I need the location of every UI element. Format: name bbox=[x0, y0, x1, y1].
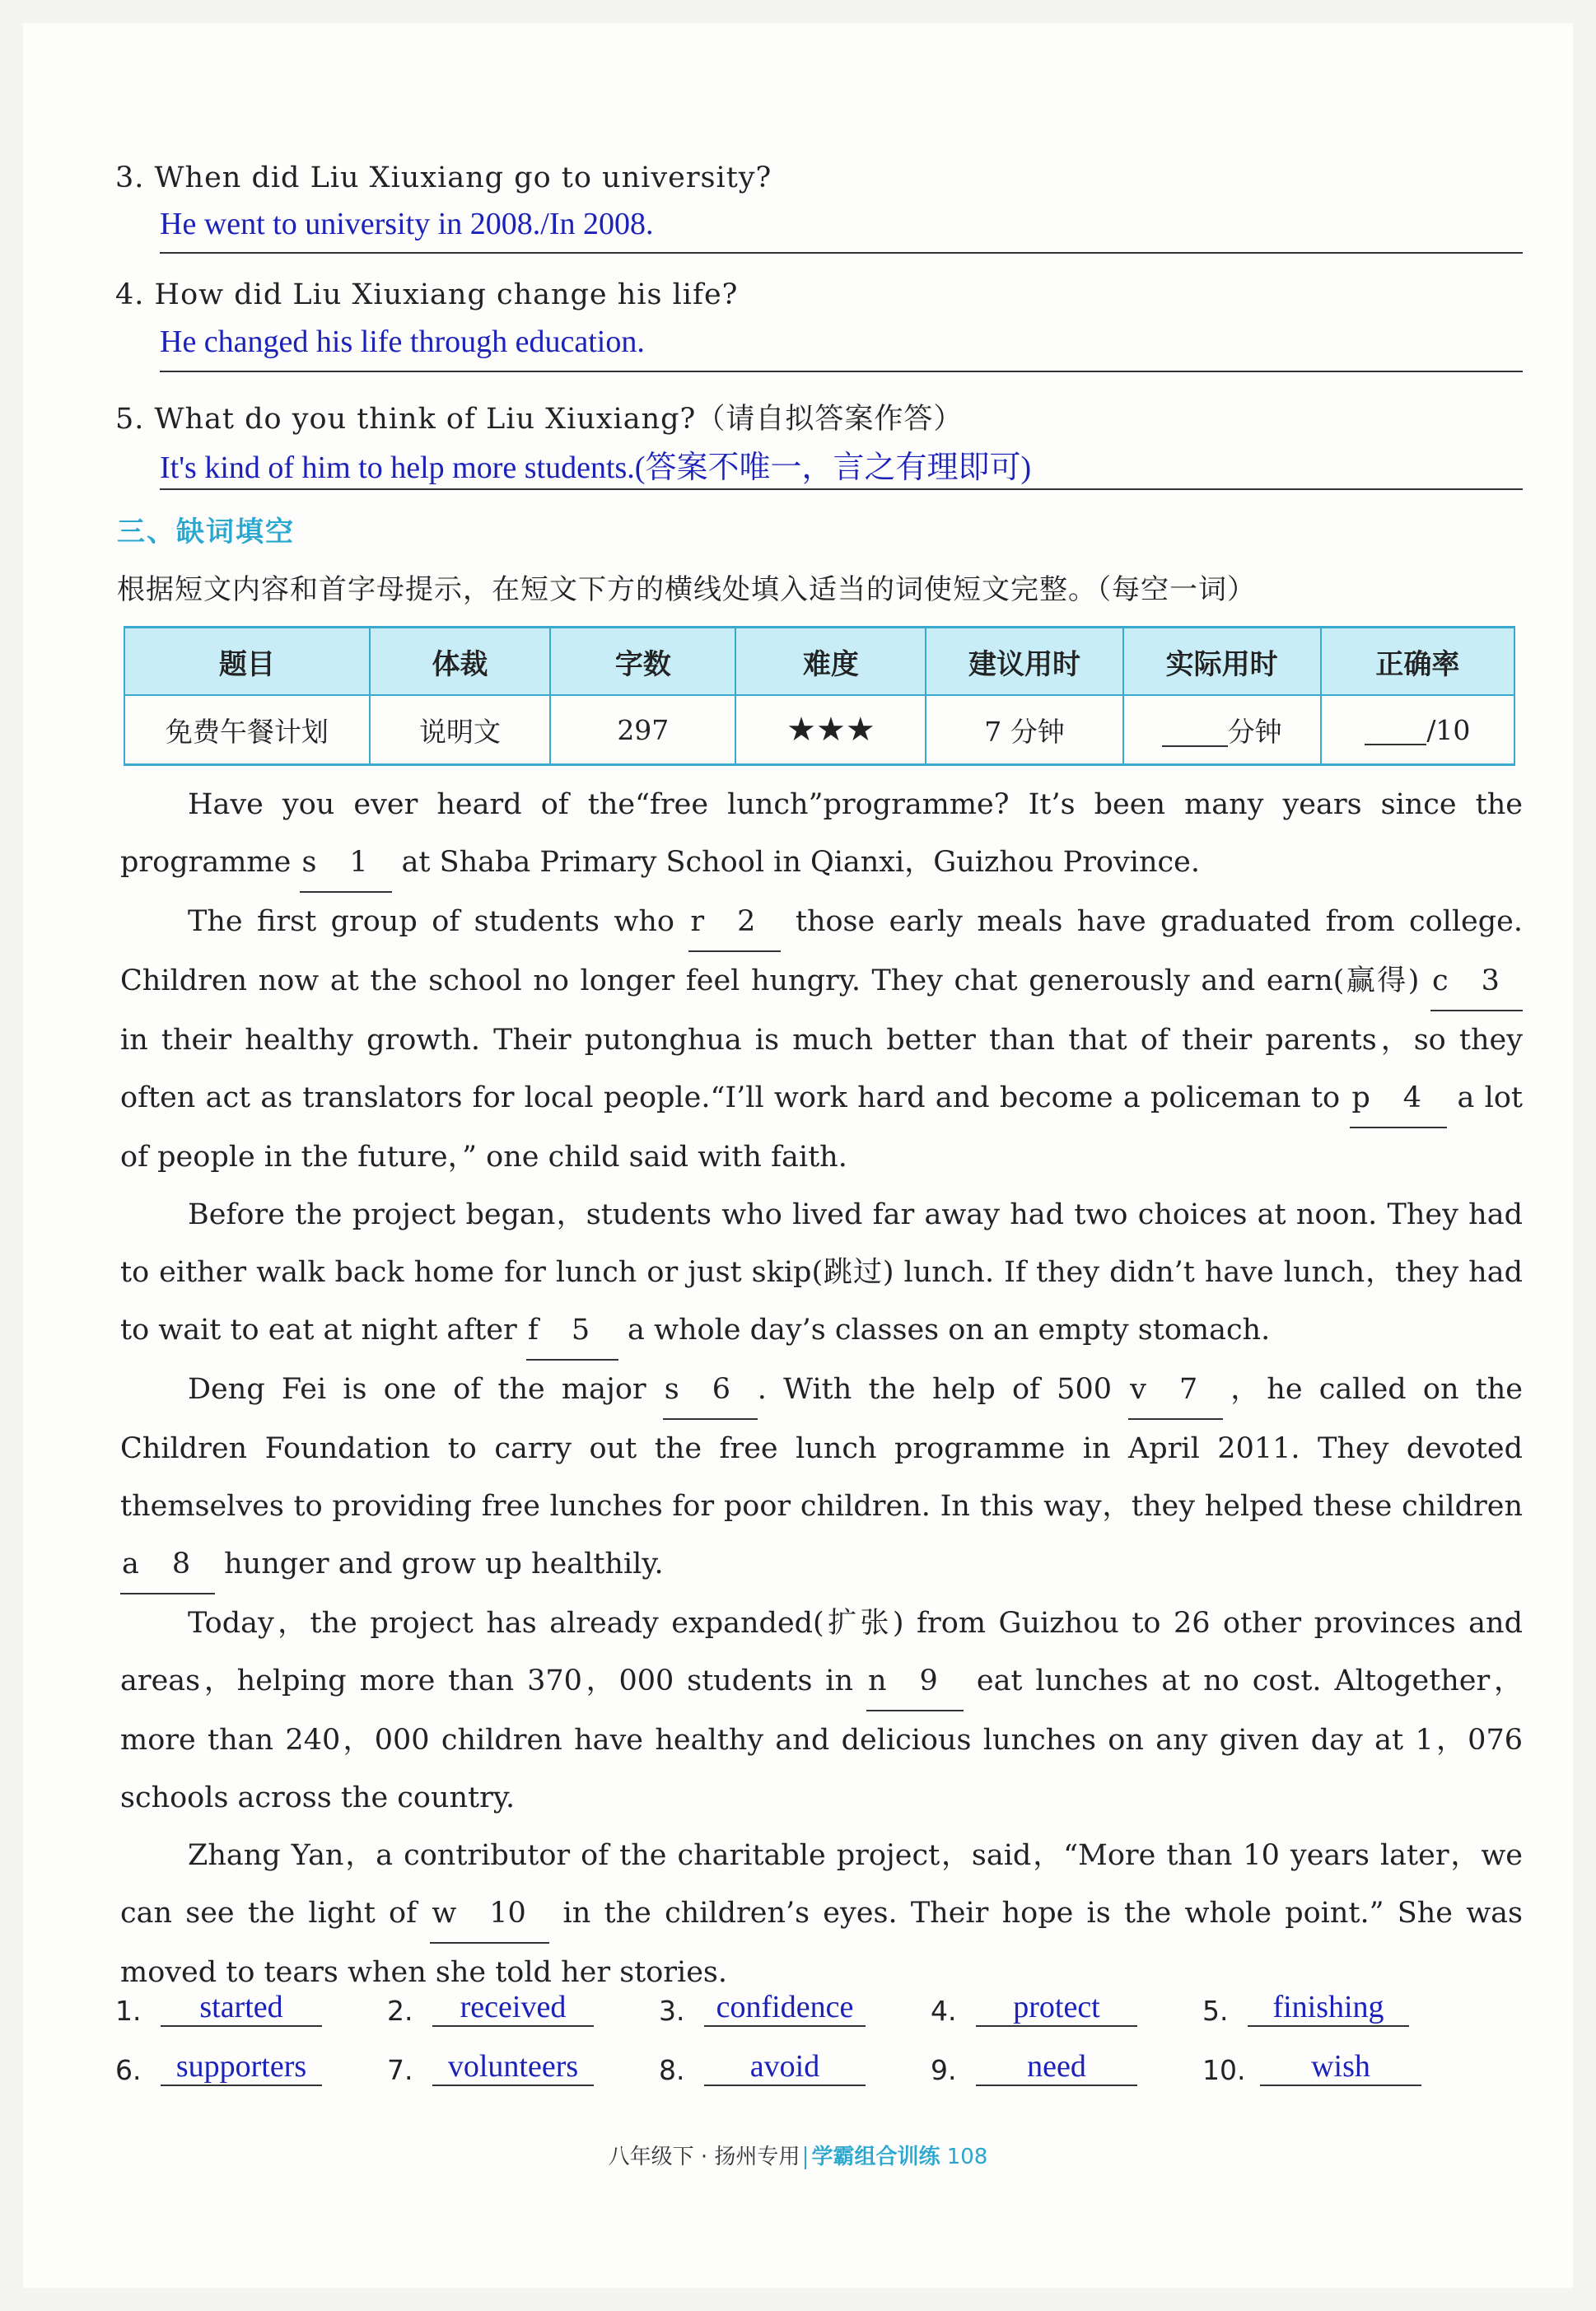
table-cell: 免费午餐计划 bbox=[124, 695, 370, 765]
page-footer bbox=[0, 2140, 1596, 2170]
blank-4[interactable]: p 4 bbox=[1350, 1069, 1447, 1128]
answer-row-1 bbox=[115, 1989, 1532, 2047]
page-number: 108 bbox=[946, 2145, 988, 2169]
question-4: 4. How did Liu Xiuxiang change his life? bbox=[115, 278, 739, 311]
section-title: 三、缺词填空 bbox=[117, 516, 295, 549]
footer-grade: 八年级下 · 扬州专用 bbox=[608, 2145, 800, 2169]
blank-8[interactable]: a 8 bbox=[120, 1535, 215, 1594]
question-3: 3. When did Liu Xiuxiang go to university? bbox=[115, 161, 772, 194]
answer-5: It's kind of him to help more students.(答案不唯一，言之有理即可) bbox=[160, 451, 1032, 485]
answer-item[interactable]: 6. supporters bbox=[115, 2048, 322, 2086]
info-table bbox=[124, 626, 1515, 766]
blank-9[interactable]: n 9 bbox=[866, 1652, 964, 1711]
answer-item[interactable]: 8. avoid bbox=[659, 2048, 866, 2086]
table-header: 正确率 bbox=[1321, 628, 1514, 696]
footer-divider bbox=[805, 2146, 806, 2169]
answer-item[interactable]: 1. started bbox=[115, 1989, 322, 2027]
blank-10[interactable]: w 10 bbox=[430, 1884, 549, 1944]
answer-3: He went to university in 2008./In 2008. bbox=[160, 207, 654, 241]
difficulty-stars: ★★★ bbox=[735, 695, 926, 765]
table-header: 字数 bbox=[550, 628, 735, 696]
table-header: 实际用时 bbox=[1123, 628, 1321, 696]
footer-brand: 学霸组合训练 bbox=[811, 2145, 940, 2169]
question-5: 5. What do you think of Liu Xiuxiang?（请自拟答案作答） bbox=[115, 403, 964, 436]
table-cell: 297 bbox=[550, 695, 735, 765]
answer-row-2 bbox=[115, 2048, 1532, 2106]
paragraph-5: Today，the project has already expanded(扩张) from Guizhou to 26 other provinces and areas，helping more than 370，000 students in n 9 eat lunches at no cost. Altogether，more than 240，000 children have healthy and delicious lunches on any given day at 1，076 schools across the country. bbox=[120, 1607, 1524, 1814]
table-row bbox=[124, 695, 1514, 765]
blank-5[interactable]: f 5 bbox=[526, 1301, 618, 1361]
table-header: 建议用时 bbox=[926, 628, 1122, 696]
table-header: 题目 bbox=[124, 628, 370, 696]
table-cell: 7 分钟 bbox=[926, 695, 1122, 765]
blank-6[interactable]: s 6 bbox=[663, 1361, 758, 1420]
answer-item[interactable]: 3. confidence bbox=[659, 1989, 866, 2027]
paragraph-3: Before the project began，students who lived far away had two choices at noon. They had to either walk back home for lunch or just skip(跳过) lunch. If they didn’t have lunch，they had to wait to eat at night after f 5 a whole day’s classes on an empty stomach. bbox=[120, 1186, 1523, 1361]
answer-line bbox=[160, 371, 1523, 372]
answer-item[interactable]: 7. volunteers bbox=[387, 2048, 594, 2086]
blank-7[interactable]: v 7 bbox=[1128, 1361, 1223, 1420]
answer-item[interactable]: 4. protect bbox=[931, 1989, 1137, 2027]
answer-item[interactable]: 5. finishing bbox=[1202, 1989, 1409, 2027]
answer-4: He changed his life through education. bbox=[160, 324, 645, 359]
blank-2[interactable]: r 2 bbox=[688, 893, 781, 952]
answer-line bbox=[160, 252, 1523, 254]
table-cell: 说明文 bbox=[370, 695, 551, 765]
blank-1[interactable]: s 1 bbox=[300, 833, 392, 893]
table-header: 体裁 bbox=[370, 628, 551, 696]
accuracy-cell[interactable]: /10 bbox=[1321, 695, 1514, 765]
table-header-row bbox=[124, 628, 1514, 696]
section-instruction: 根据短文内容和首字母提示，在短文下方的横线处填入适当的词使短文完整。（每空一词） bbox=[117, 573, 1256, 606]
answer-item[interactable]: 10. wish bbox=[1202, 2048, 1421, 2086]
paragraph-6: Zhang Yan，a contributor of the charitable project，said，“More than 10 years later，we can see the light of w 10 in the children’s eyes. Their hope is the whole point.” She was moved to tears when she told her stories. bbox=[120, 1839, 1523, 1989]
table-header: 难度 bbox=[735, 628, 926, 696]
blank-3[interactable]: c 3 bbox=[1430, 952, 1523, 1011]
actual-time-cell[interactable]: 分钟 bbox=[1123, 695, 1321, 765]
answer-item[interactable]: 2. received bbox=[387, 1989, 594, 2027]
paragraph-1: Have you ever heard of the“free lunch”programme? It’s been many years since the programme s 1 at Shaba Primary School in Qianxi，Guizhou Province. bbox=[120, 776, 1523, 893]
answer-item[interactable]: 9. need bbox=[931, 2048, 1137, 2086]
passage bbox=[120, 776, 1523, 2001]
paragraph-2: The first group of students who r 2 those early meals have graduated from college. Children now at the school no longer feel hungry. They chat generously and earn(赢得) c 3 in their healthy growth. Their putonghua is much better than that of their parents，so they often act as translators for local people.“I’ll work hard and become a policeman to p 4 a lot of people in the future，” one child said with faith. bbox=[120, 893, 1523, 1186]
paragraph-4: Deng Fei is one of the major s 6 . With the help of 500 v 7 ，he called on the Children Foundation to carry out the free lunch programme in April 2011. They devoted themselves to providing free lunches for poor children. In this way，they helped these children a 8 hunger and grow up healthily. bbox=[120, 1361, 1523, 1594]
answer-line bbox=[160, 488, 1523, 490]
